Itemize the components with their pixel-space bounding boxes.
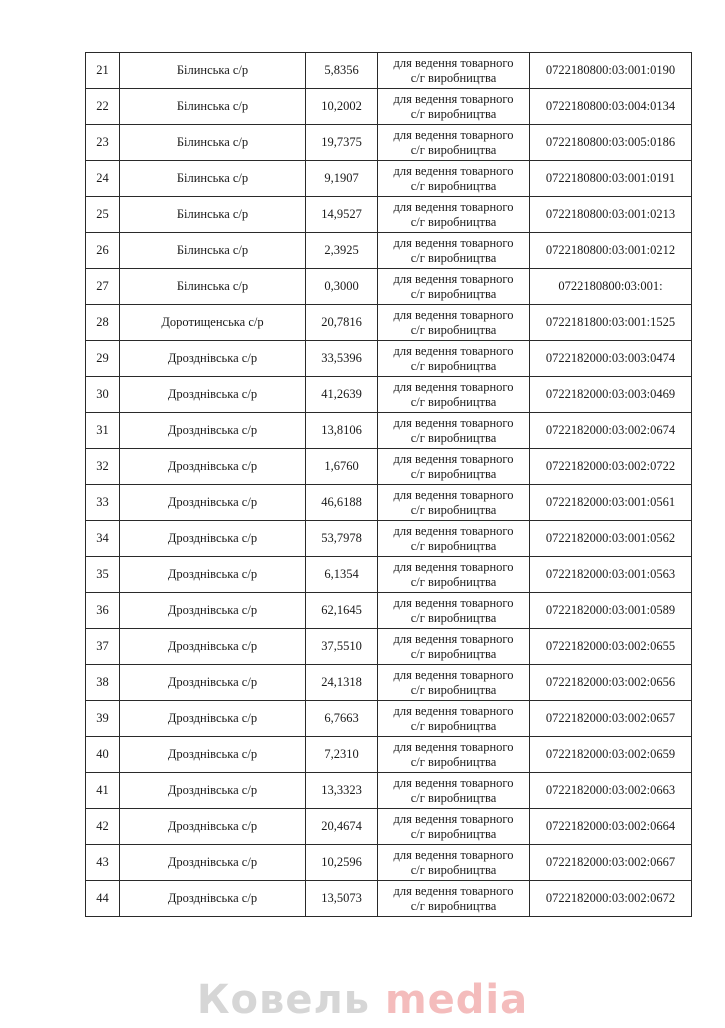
purpose-line-2: с/г виробництва	[410, 250, 497, 265]
purpose-line-1: для ведення товарного	[393, 91, 514, 106]
table-row	[86, 593, 692, 629]
row-number-cell: 30	[86, 377, 120, 413]
cadastral-number-cell: 0722182000:03:002:0663	[530, 773, 692, 809]
council-cell: Дрозднівська с/р	[120, 701, 306, 737]
cadastral-number-cell: 0722182000:03:002:0722	[530, 449, 692, 485]
table-row	[86, 161, 692, 197]
area-cell: 41,2639	[306, 377, 378, 413]
cadastral-number-cell: 0722182000:03:002:0659	[530, 737, 692, 773]
purpose-line-1: для ведення товарного	[393, 847, 514, 862]
table-row	[86, 53, 692, 89]
council-cell: Дрозднівська с/р	[120, 737, 306, 773]
purpose-cell	[378, 557, 530, 593]
purpose-line-2: с/г виробництва	[410, 862, 497, 877]
purpose-line-2: с/г виробництва	[410, 718, 497, 733]
purpose-line-2: с/г виробництва	[410, 214, 497, 229]
purpose-line-1: для ведення товарного	[393, 667, 514, 682]
area-cell: 5,8356	[306, 53, 378, 89]
row-number-cell: 28	[86, 305, 120, 341]
land-plots-table	[85, 52, 692, 917]
table-row	[86, 89, 692, 125]
purpose-cell	[378, 413, 530, 449]
purpose-cell	[378, 737, 530, 773]
row-number-cell: 33	[86, 485, 120, 521]
purpose-cell	[378, 629, 530, 665]
purpose-line-1: для ведення товарного	[393, 271, 514, 286]
council-cell: Дрозднівська с/р	[120, 809, 306, 845]
purpose-line-1: для ведення товарного	[393, 487, 514, 502]
cadastral-number-cell: 0722182000:03:002:0664	[530, 809, 692, 845]
row-number-cell: 23	[86, 125, 120, 161]
table-row	[86, 485, 692, 521]
purpose-line-1: для ведення товарного	[393, 415, 514, 430]
purpose-cell	[378, 701, 530, 737]
table-row	[86, 413, 692, 449]
area-cell: 13,3323	[306, 773, 378, 809]
purpose-cell	[378, 521, 530, 557]
area-cell: 33,5396	[306, 341, 378, 377]
cadastral-number-cell: 0722182000:03:002:0667	[530, 845, 692, 881]
purpose-line-2: с/г виробництва	[410, 106, 497, 121]
purpose-line-2: с/г виробництва	[410, 826, 497, 841]
purpose-line-2: с/г виробництва	[410, 898, 497, 913]
council-cell: Білинська с/р	[120, 269, 306, 305]
council-cell: Дрозднівська с/р	[120, 341, 306, 377]
cadastral-number-cell: 0722182000:03:002:0656	[530, 665, 692, 701]
cadastral-number-cell: 0722182000:03:001:0562	[530, 521, 692, 557]
cadastral-number-cell: 0722180800:03:001:0212	[530, 233, 692, 269]
table-row	[86, 881, 692, 917]
purpose-line-1: для ведення товарного	[393, 127, 514, 142]
row-number-cell: 35	[86, 557, 120, 593]
area-cell: 6,1354	[306, 557, 378, 593]
table-row	[86, 629, 692, 665]
purpose-line-1: для ведення товарного	[393, 163, 514, 178]
cadastral-number-cell: 0722180800:03:001:0213	[530, 197, 692, 233]
council-cell: Білинська с/р	[120, 161, 306, 197]
cadastral-number-cell: 0722181800:03:001:1525	[530, 305, 692, 341]
purpose-cell	[378, 89, 530, 125]
area-cell: 20,7816	[306, 305, 378, 341]
row-number-cell: 26	[86, 233, 120, 269]
cadastral-number-cell: 0722180800:03:001:0190	[530, 53, 692, 89]
purpose-line-2: с/г виробництва	[410, 322, 497, 337]
purpose-cell	[378, 449, 530, 485]
purpose-line-2: с/г виробництва	[410, 286, 497, 301]
area-cell: 53,7978	[306, 521, 378, 557]
area-cell: 46,6188	[306, 485, 378, 521]
purpose-cell	[378, 485, 530, 521]
cadastral-number-cell: 0722180800:03:001:	[530, 269, 692, 305]
council-cell: Дрозднівська с/р	[120, 665, 306, 701]
area-cell: 2,3925	[306, 233, 378, 269]
purpose-cell	[378, 809, 530, 845]
watermark-text-kovel: Ковель	[196, 977, 385, 1023]
purpose-cell	[378, 269, 530, 305]
table-row	[86, 341, 692, 377]
purpose-cell	[378, 305, 530, 341]
table-row	[86, 521, 692, 557]
cadastral-number-cell: 0722180800:03:005:0186	[530, 125, 692, 161]
table-row	[86, 701, 692, 737]
council-cell: Дрозднівська с/р	[120, 485, 306, 521]
area-cell: 1,6760	[306, 449, 378, 485]
area-cell: 10,2596	[306, 845, 378, 881]
purpose-cell	[378, 341, 530, 377]
row-number-cell: 41	[86, 773, 120, 809]
table-row	[86, 233, 692, 269]
cadastral-number-cell: 0722182000:03:002:0674	[530, 413, 692, 449]
cadastral-number-cell: 0722182000:03:002:0657	[530, 701, 692, 737]
area-cell: 37,5510	[306, 629, 378, 665]
purpose-line-1: для ведення товарного	[393, 451, 514, 466]
council-cell: Дрозднівська с/р	[120, 521, 306, 557]
row-number-cell: 39	[86, 701, 120, 737]
purpose-cell	[378, 665, 530, 701]
purpose-line-2: с/г виробництва	[410, 142, 497, 157]
purpose-cell	[378, 773, 530, 809]
cadastral-number-cell: 0722180800:03:004:0134	[530, 89, 692, 125]
row-number-cell: 42	[86, 809, 120, 845]
council-cell: Дрозднівська с/р	[120, 845, 306, 881]
cadastral-number-cell: 0722180800:03:001:0191	[530, 161, 692, 197]
purpose-line-1: для ведення товарного	[393, 811, 514, 826]
council-cell: Білинська с/р	[120, 233, 306, 269]
area-cell: 19,7375	[306, 125, 378, 161]
purpose-line-2: с/г виробництва	[410, 610, 497, 625]
purpose-line-1: для ведення товарного	[393, 55, 514, 70]
council-cell: Дрозднівська с/р	[120, 557, 306, 593]
purpose-cell	[378, 161, 530, 197]
purpose-cell	[378, 233, 530, 269]
purpose-line-1: для ведення товарного	[393, 559, 514, 574]
area-cell: 24,1318	[306, 665, 378, 701]
purpose-cell	[378, 197, 530, 233]
watermark-logo	[0, 972, 725, 1028]
area-cell: 7,2310	[306, 737, 378, 773]
purpose-cell	[378, 845, 530, 881]
watermark-text-media: media	[384, 977, 529, 1023]
purpose-cell	[378, 377, 530, 413]
purpose-line-2: с/г виробництва	[410, 790, 497, 805]
cadastral-number-cell: 0722182000:03:001:0563	[530, 557, 692, 593]
row-number-cell: 32	[86, 449, 120, 485]
area-cell: 0,3000	[306, 269, 378, 305]
area-cell: 9,1907	[306, 161, 378, 197]
table-row	[86, 269, 692, 305]
purpose-cell	[378, 125, 530, 161]
row-number-cell: 37	[86, 629, 120, 665]
row-number-cell: 29	[86, 341, 120, 377]
purpose-line-2: с/г виробництва	[410, 754, 497, 769]
table-row	[86, 377, 692, 413]
area-cell: 20,4674	[306, 809, 378, 845]
purpose-cell	[378, 593, 530, 629]
row-number-cell: 24	[86, 161, 120, 197]
table-row	[86, 197, 692, 233]
table-row	[86, 845, 692, 881]
cadastral-number-cell: 0722182000:03:001:0561	[530, 485, 692, 521]
purpose-line-1: для ведення товарного	[393, 739, 514, 754]
table-row	[86, 773, 692, 809]
purpose-line-2: с/г виробництва	[410, 682, 497, 697]
council-cell: Білинська с/р	[120, 53, 306, 89]
cadastral-number-cell: 0722182000:03:002:0655	[530, 629, 692, 665]
table-row	[86, 305, 692, 341]
purpose-line-2: с/г виробництва	[410, 574, 497, 589]
row-number-cell: 40	[86, 737, 120, 773]
council-cell: Дрозднівська с/р	[120, 773, 306, 809]
area-cell: 14,9527	[306, 197, 378, 233]
table-row	[86, 449, 692, 485]
area-cell: 62,1645	[306, 593, 378, 629]
purpose-line-2: с/г виробництва	[410, 70, 497, 85]
area-cell: 6,7663	[306, 701, 378, 737]
purpose-line-2: с/г виробництва	[410, 502, 497, 517]
table-row	[86, 665, 692, 701]
row-number-cell: 27	[86, 269, 120, 305]
purpose-line-1: для ведення товарного	[393, 307, 514, 322]
cadastral-number-cell: 0722182000:03:002:0672	[530, 881, 692, 917]
purpose-line-1: для ведення товарного	[393, 199, 514, 214]
table-row	[86, 557, 692, 593]
row-number-cell: 25	[86, 197, 120, 233]
row-number-cell: 44	[86, 881, 120, 917]
table-row	[86, 809, 692, 845]
table-row	[86, 125, 692, 161]
purpose-line-1: для ведення товарного	[393, 703, 514, 718]
purpose-cell	[378, 53, 530, 89]
area-cell: 13,8106	[306, 413, 378, 449]
purpose-line-2: с/г виробництва	[410, 466, 497, 481]
table-body	[86, 53, 692, 917]
row-number-cell: 22	[86, 89, 120, 125]
purpose-line-1: для ведення товарного	[393, 595, 514, 610]
council-cell: Білинська с/р	[120, 89, 306, 125]
row-number-cell: 21	[86, 53, 120, 89]
purpose-line-1: для ведення товарного	[393, 235, 514, 250]
council-cell: Доротищенська с/р	[120, 305, 306, 341]
council-cell: Дрозднівська с/р	[120, 593, 306, 629]
row-number-cell: 34	[86, 521, 120, 557]
purpose-line-2: с/г виробництва	[410, 430, 497, 445]
purpose-line-1: для ведення товарного	[393, 775, 514, 790]
council-cell: Дрозднівська с/р	[120, 629, 306, 665]
purpose-line-2: с/г виробництва	[410, 394, 497, 409]
council-cell: Білинська с/р	[120, 197, 306, 233]
council-cell: Дрозднівська с/р	[120, 413, 306, 449]
cadastral-number-cell: 0722182000:03:001:0589	[530, 593, 692, 629]
table-row	[86, 737, 692, 773]
area-cell: 10,2002	[306, 89, 378, 125]
purpose-line-1: для ведення товарного	[393, 631, 514, 646]
purpose-line-2: с/г виробництва	[410, 178, 497, 193]
council-cell: Дрозднівська с/р	[120, 449, 306, 485]
purpose-line-1: для ведення товарного	[393, 523, 514, 538]
council-cell: Білинська с/р	[120, 125, 306, 161]
purpose-line-2: с/г виробництва	[410, 358, 497, 373]
purpose-line-1: для ведення товарного	[393, 883, 514, 898]
purpose-line-2: с/г виробництва	[410, 646, 497, 661]
area-cell: 13,5073	[306, 881, 378, 917]
purpose-line-1: для ведення товарного	[393, 379, 514, 394]
purpose-line-1: для ведення товарного	[393, 343, 514, 358]
row-number-cell: 43	[86, 845, 120, 881]
row-number-cell: 38	[86, 665, 120, 701]
council-cell: Дрозднівська с/р	[120, 377, 306, 413]
cadastral-number-cell: 0722182000:03:003:0474	[530, 341, 692, 377]
council-cell: Дрозднівська с/р	[120, 881, 306, 917]
row-number-cell: 36	[86, 593, 120, 629]
purpose-cell	[378, 881, 530, 917]
row-number-cell: 31	[86, 413, 120, 449]
cadastral-number-cell: 0722182000:03:003:0469	[530, 377, 692, 413]
purpose-line-2: с/г виробництва	[410, 538, 497, 553]
